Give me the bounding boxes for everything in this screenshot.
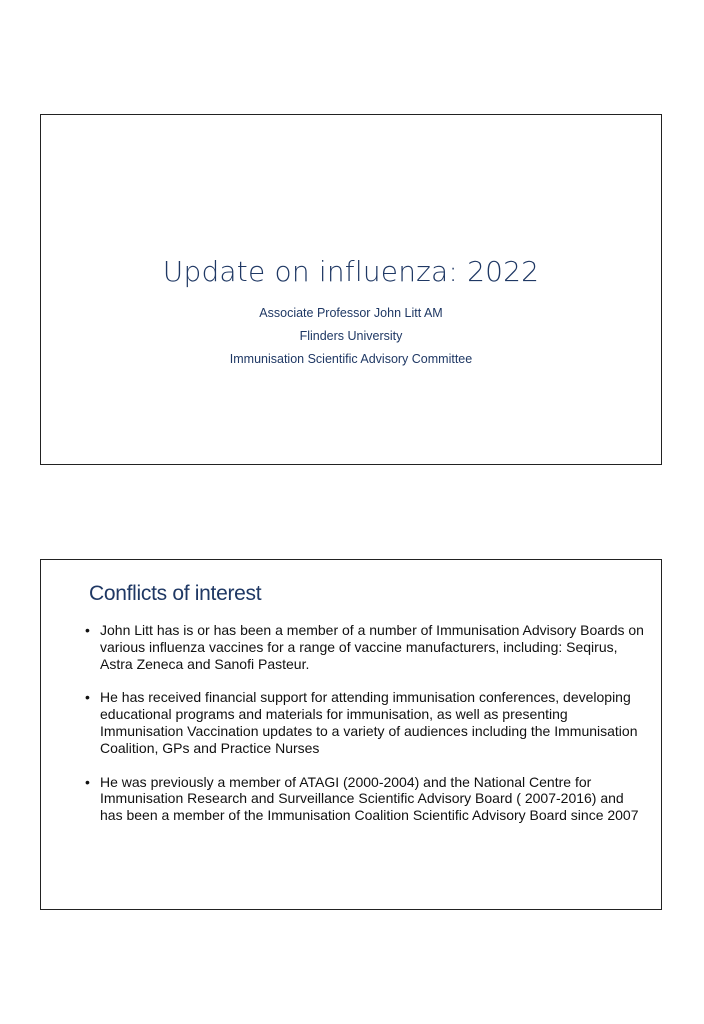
presenter-name: Associate Professor John Litt AM: [259, 306, 443, 320]
bullet-icon: •: [85, 773, 90, 790]
bullet-text: He has received financial support for attending immunisation conferences, developing educational programs and materials for immunisation, as well as presenting Immunisation Vaccination updates to a variety of audiences including the Immunisation Coalition, GPs and Practice Nurses: [100, 689, 638, 756]
slide-title: [40, 114, 662, 465]
bullet-text: He was previously a member of ATAGI (2000-2004) and the National Centre for Immunisation Research and Surveillance Scientific Advisory Board ( 2007-2016) and has been a member of the Immunisation Coalition Scientific Advisory Board since 2007: [100, 773, 639, 824]
bullet-text: John Litt has is or has been a member of a number of Immunisation Advisory Boards on various influenza vaccines for a range of vaccine manufacturers, including: Seqirus, Astra Zeneca and Sanofi Pasteur.: [100, 622, 644, 672]
presenter-info: [41, 302, 661, 371]
slide-title-heading: Update on influenza: 2022: [162, 255, 540, 288]
list-item: [85, 689, 645, 756]
slide-conflicts: [40, 559, 662, 910]
presenter-institution: Flinders University: [299, 329, 403, 343]
list-item: [85, 622, 645, 672]
conflicts-heading: Conflicts of interest: [89, 582, 262, 605]
presenter-committee: Immunisation Scientific Advisory Committee: [229, 352, 473, 366]
list-item: [85, 774, 645, 824]
bullet-icon: •: [85, 622, 90, 638]
conflicts-list: [85, 622, 645, 824]
bullet-icon: •: [85, 689, 90, 706]
